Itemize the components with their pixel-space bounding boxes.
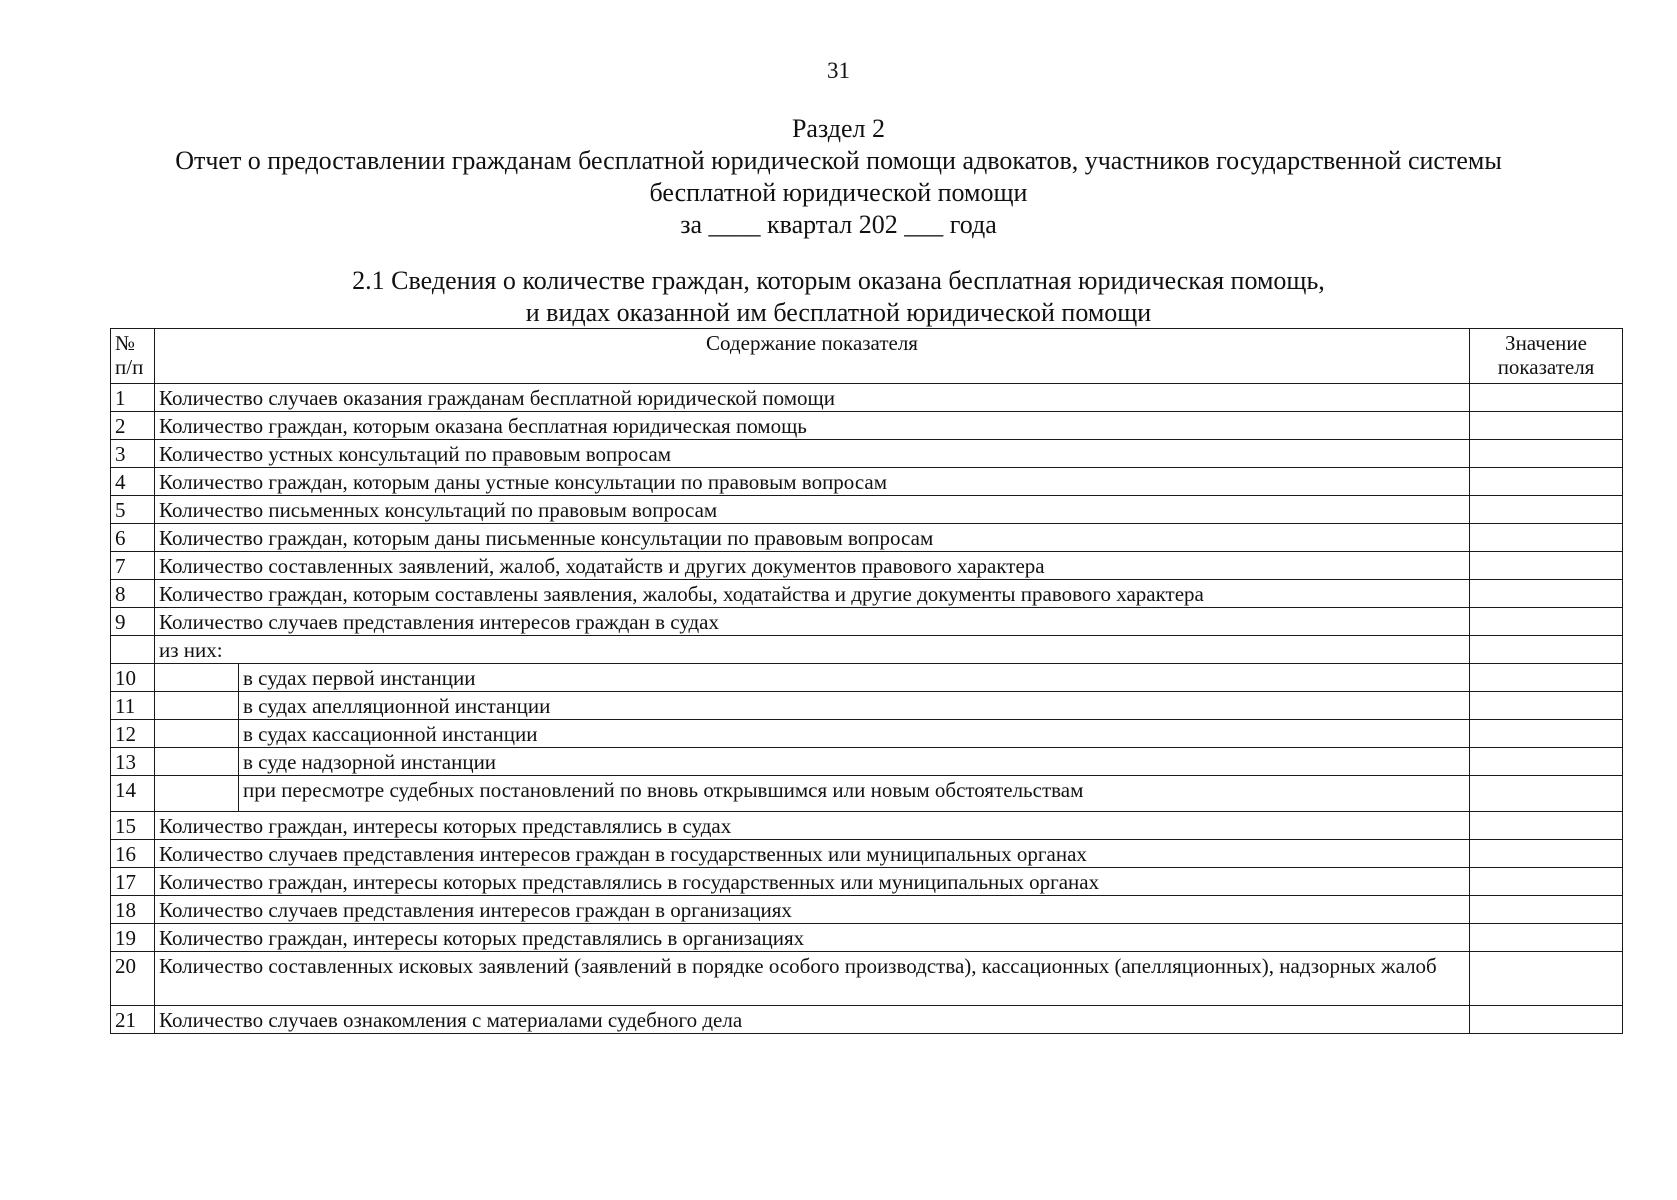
table-row bbox=[111, 812, 1623, 840]
row-value-cell[interactable] bbox=[1470, 468, 1623, 496]
row-value-cell[interactable] bbox=[1470, 776, 1623, 812]
table-row bbox=[111, 1006, 1623, 1034]
row-text: в судах кассационной инстанции bbox=[239, 720, 1470, 748]
row-text: Количество граждан, которым даны письменные консультации по правовым вопросам bbox=[155, 524, 1470, 552]
row-value-cell[interactable] bbox=[1470, 720, 1623, 748]
row-value-cell[interactable] bbox=[1470, 552, 1623, 580]
row-value-cell[interactable] bbox=[1470, 384, 1623, 412]
column-header-content: Содержание показателя bbox=[155, 329, 1470, 384]
subsection-title-line-1: 2.1 Сведения о количестве граждан, которым оказана бесплатная юридическая помощь, bbox=[352, 266, 1325, 295]
row-number: 8 bbox=[111, 580, 155, 608]
column-header-number: № п/п bbox=[111, 329, 155, 384]
section-header bbox=[0, 113, 1677, 241]
row-number: 14 bbox=[111, 776, 155, 812]
row-number: 19 bbox=[111, 924, 155, 952]
row-text: Количество письменных консультаций по правовым вопросам bbox=[155, 496, 1470, 524]
row-value-cell[interactable] bbox=[1470, 840, 1623, 868]
table-row bbox=[111, 924, 1623, 952]
row-value-cell[interactable] bbox=[1470, 580, 1623, 608]
indent-cell bbox=[155, 720, 239, 748]
row-text: Количество случаев представления интересов граждан в государственных или муниципальных органах bbox=[155, 840, 1470, 868]
indent-cell bbox=[155, 748, 239, 776]
row-number: 9 bbox=[111, 608, 155, 636]
row-number: 1 bbox=[111, 384, 155, 412]
table-row-sub bbox=[111, 776, 1623, 812]
row-text: Количество граждан, которым даны устные консультации по правовым вопросам bbox=[155, 468, 1470, 496]
report-title-line-1: Отчет о предоставлении гражданам бесплатной юридической помощи адвокатов, участников государственной системы bbox=[175, 146, 1502, 175]
row-number: 10 bbox=[111, 664, 155, 692]
page-number: 31 bbox=[827, 58, 850, 83]
row-text: Количество составленных исковых заявлений (заявлений в порядке особого производства), кассационных (апелляционных), надзорных жалоб bbox=[155, 952, 1470, 1006]
row-value-cell[interactable] bbox=[1470, 440, 1623, 468]
row-value-cell[interactable] bbox=[1470, 664, 1623, 692]
row-text: Количество граждан, интересы которых представлялись в организациях bbox=[155, 924, 1470, 952]
row-number: 7 bbox=[111, 552, 155, 580]
row-number: 3 bbox=[111, 440, 155, 468]
table-row-sub bbox=[111, 748, 1623, 776]
row-number: 4 bbox=[111, 468, 155, 496]
table-row-sub bbox=[111, 720, 1623, 748]
row-text: Количество случаев оказания гражданам бесплатной юридической помощи bbox=[155, 384, 1470, 412]
table-row bbox=[111, 468, 1623, 496]
row-number: 6 bbox=[111, 524, 155, 552]
table-row bbox=[111, 524, 1623, 552]
row-number: 2 bbox=[111, 412, 155, 440]
row-value-cell[interactable] bbox=[1470, 692, 1623, 720]
row-text: в судах апелляционной инстанции bbox=[239, 692, 1470, 720]
row-text: Количество устных консультаций по правовым вопросам bbox=[155, 440, 1470, 468]
row-number: 18 bbox=[111, 896, 155, 924]
table-row bbox=[111, 440, 1623, 468]
row-text: Количество граждан, которым составлены заявления, жалобы, ходатайства и другие документы правового характера bbox=[155, 580, 1470, 608]
row-text: Количество граждан, интересы которых представлялись в государственных или муниципальных органах bbox=[155, 868, 1470, 896]
row-text: при пересмотре судебных постановлений по вновь открывшимся или новым обстоятельствам bbox=[239, 776, 1470, 812]
row-number: 15 bbox=[111, 812, 155, 840]
table-row bbox=[111, 868, 1623, 896]
row-value-cell[interactable] bbox=[1470, 748, 1623, 776]
row-text: Количество граждан, интересы которых представлялись в судах bbox=[155, 812, 1470, 840]
row-value-cell[interactable] bbox=[1470, 1006, 1623, 1034]
row-text: в суде надзорной инстанции bbox=[239, 748, 1470, 776]
indicators-table bbox=[110, 328, 1623, 1034]
report-title-line-2: бесплатной юридической помощи bbox=[649, 178, 1028, 207]
table-row bbox=[111, 896, 1623, 924]
table-row bbox=[111, 496, 1623, 524]
row-value-cell[interactable] bbox=[1470, 496, 1623, 524]
row-number: 12 bbox=[111, 720, 155, 748]
indent-cell bbox=[155, 776, 239, 812]
column-header-value: Значение показателя bbox=[1470, 329, 1623, 384]
row-number: 13 bbox=[111, 748, 155, 776]
indicators-table-wrapper bbox=[110, 328, 1622, 1034]
row-value-cell[interactable] bbox=[1470, 952, 1623, 1006]
row-text: Количество случаев представления интересов граждан в организациях bbox=[155, 896, 1470, 924]
table-row bbox=[111, 952, 1623, 1006]
row-number bbox=[111, 636, 155, 664]
table-row-sub bbox=[111, 664, 1623, 692]
row-text: из них: bbox=[155, 636, 1470, 664]
row-value-cell[interactable] bbox=[1470, 812, 1623, 840]
row-text: Количество случаев представления интересов граждан в судах bbox=[155, 608, 1470, 636]
row-text: в судах первой инстанции bbox=[239, 664, 1470, 692]
table-row bbox=[111, 840, 1623, 868]
row-number: 5 bbox=[111, 496, 155, 524]
table-row bbox=[111, 412, 1623, 440]
report-period-line: за ____ квартал 202 ___ года bbox=[680, 210, 997, 239]
indent-cell bbox=[155, 664, 239, 692]
subsection-header bbox=[0, 265, 1677, 329]
row-number: 20 bbox=[111, 952, 155, 1006]
row-text: Количество составленных заявлений, жалоб, ходатайств и других документов правового характера bbox=[155, 552, 1470, 580]
row-number: 16 bbox=[111, 840, 155, 868]
row-number: 11 bbox=[111, 692, 155, 720]
section-title: Раздел 2 bbox=[791, 114, 886, 143]
row-value-cell[interactable] bbox=[1470, 636, 1623, 664]
row-value-cell[interactable] bbox=[1470, 924, 1623, 952]
table-row bbox=[111, 552, 1623, 580]
table-row-sub bbox=[111, 692, 1623, 720]
row-text: Количество граждан, которым оказана бесплатная юридическая помощь bbox=[155, 412, 1470, 440]
row-number: 17 bbox=[111, 868, 155, 896]
row-value-cell[interactable] bbox=[1470, 412, 1623, 440]
table-row bbox=[111, 608, 1623, 636]
row-value-cell[interactable] bbox=[1470, 896, 1623, 924]
row-value-cell[interactable] bbox=[1470, 524, 1623, 552]
table-header-row bbox=[111, 329, 1623, 384]
subsection-title-line-2: и видах оказанной им бесплатной юридической помощи bbox=[525, 298, 1152, 327]
row-value-cell[interactable] bbox=[1470, 868, 1623, 896]
row-number: 21 bbox=[111, 1006, 155, 1034]
table-row bbox=[111, 384, 1623, 412]
table-row-subheading bbox=[111, 636, 1623, 664]
row-value-cell[interactable] bbox=[1470, 608, 1623, 636]
table-row bbox=[111, 580, 1623, 608]
indent-cell bbox=[155, 692, 239, 720]
row-text: Количество случаев ознакомления с материалами судебного дела bbox=[155, 1006, 1470, 1034]
